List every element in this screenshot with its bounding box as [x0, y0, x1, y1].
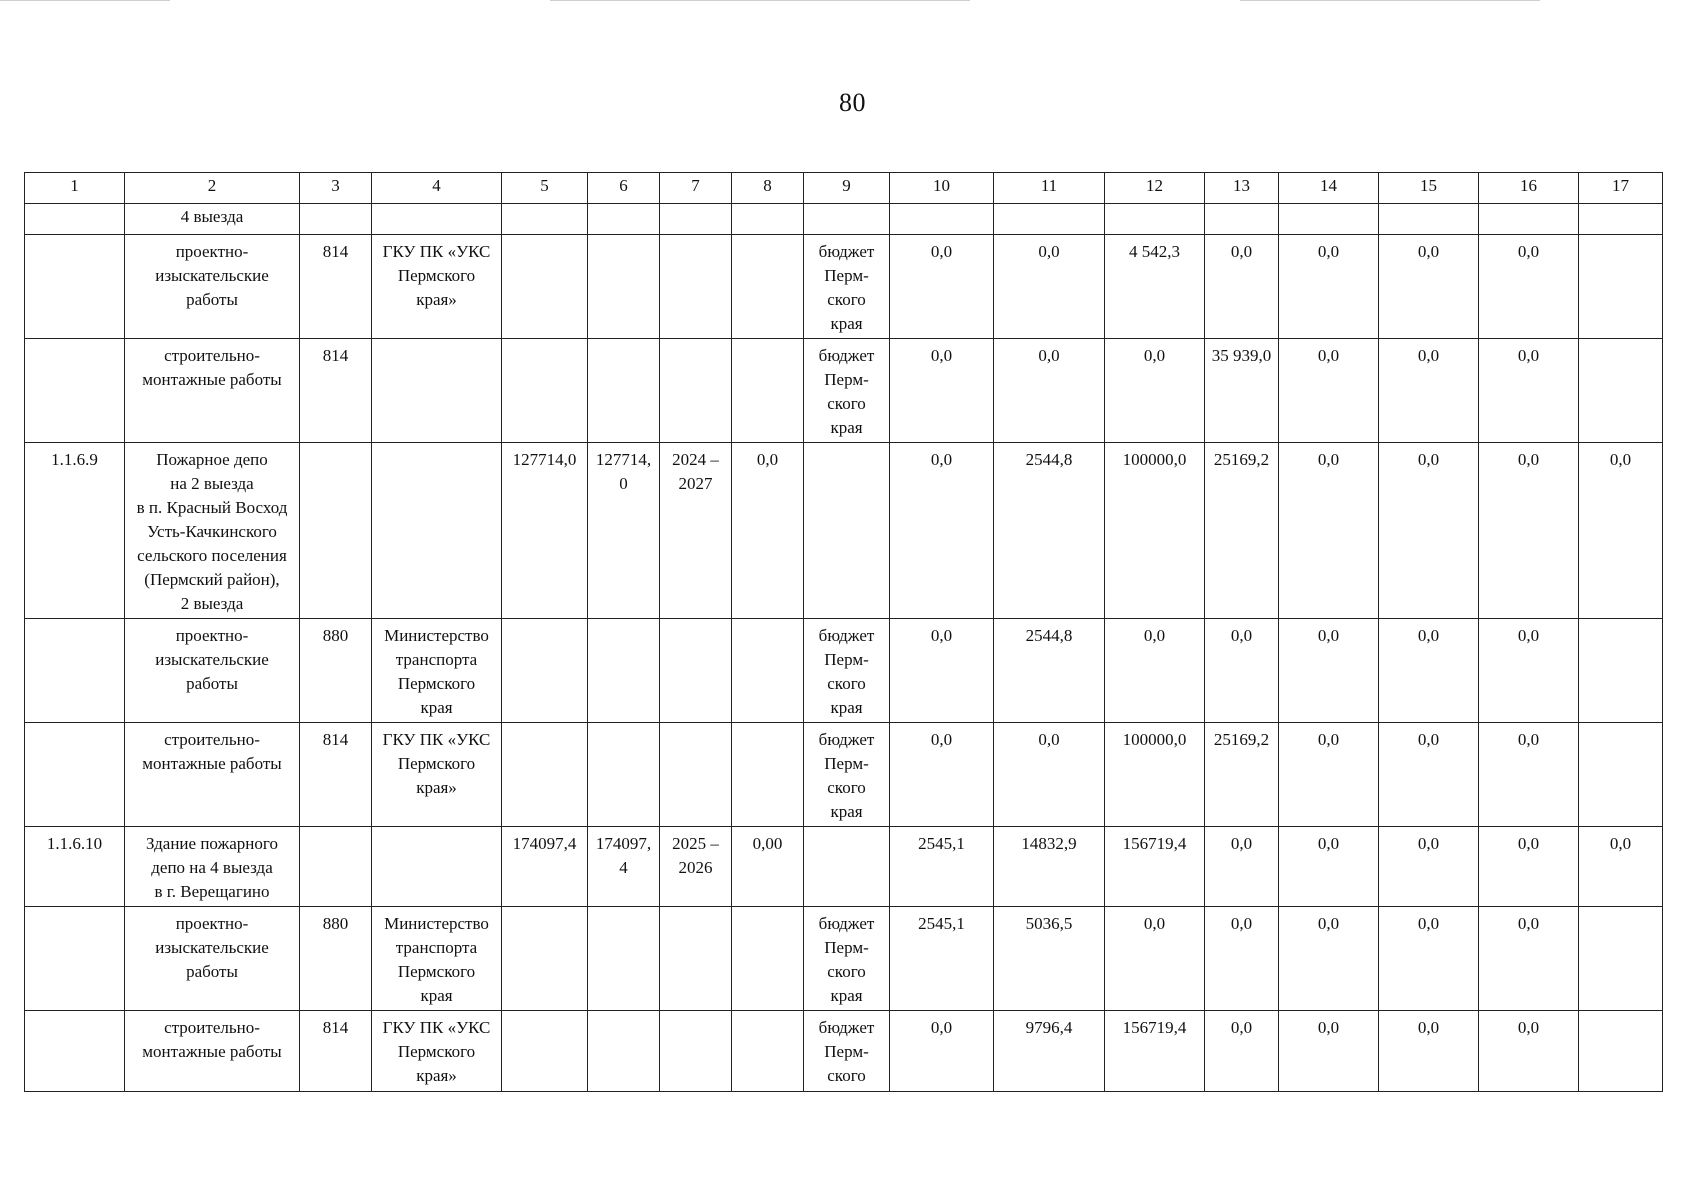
column-header: 5	[502, 173, 588, 204]
table-cell: 0,0	[1579, 443, 1663, 619]
table-cell: 4 542,3	[1105, 235, 1205, 339]
table-cell	[804, 827, 890, 907]
table-cell: 0,0	[1205, 235, 1279, 339]
table-cell: 1.1.6.9	[25, 443, 125, 619]
table-cell: 0,0	[1379, 339, 1479, 443]
table-cell: 0,0	[1479, 443, 1579, 619]
table-cell: 0,0	[1479, 339, 1579, 443]
table-cell: 880	[300, 907, 372, 1011]
table-cell: 0,0	[1205, 907, 1279, 1011]
table-cell: 14832,9	[994, 827, 1105, 907]
table-cell: 100000,0	[1105, 443, 1205, 619]
table-cell: 0,0	[1379, 235, 1479, 339]
table-cell	[588, 907, 660, 1011]
table-cell: 0,0	[1105, 907, 1205, 1011]
table-row	[25, 723, 1663, 827]
table-cell: 814	[300, 723, 372, 827]
table-cell: 5036,5	[994, 907, 1105, 1011]
table-cell: 0,0	[1205, 619, 1279, 723]
table-cell: 0,0	[994, 339, 1105, 443]
table-row	[25, 907, 1663, 1011]
table-cell	[804, 204, 890, 235]
table-cell: 0,0	[1379, 1011, 1479, 1092]
table-cell: 1.1.6.10	[25, 827, 125, 907]
table-cell: 4 выезда	[125, 204, 300, 235]
table-cell	[1379, 204, 1479, 235]
table-cell: ГКУ ПК «УКС Пермского края»	[372, 235, 502, 339]
table-cell: 156719,4	[1105, 1011, 1205, 1092]
table-cell: 0,0	[1479, 235, 1579, 339]
table-row	[25, 443, 1663, 619]
table-cell	[1279, 204, 1379, 235]
table-cell	[732, 723, 804, 827]
table-cell: 127714,0	[502, 443, 588, 619]
table-cell: бюджет Перм- ского края	[804, 907, 890, 1011]
table-cell	[588, 204, 660, 235]
table-cell: бюджет Перм- ского края	[804, 619, 890, 723]
table-cell	[502, 235, 588, 339]
column-header: 1	[25, 173, 125, 204]
table-cell	[890, 204, 994, 235]
table-cell	[660, 907, 732, 1011]
page-number: 80	[839, 88, 866, 117]
column-header: 3	[300, 173, 372, 204]
table-cell	[1579, 723, 1663, 827]
table-cell	[1579, 619, 1663, 723]
table-cell: 9796,4	[994, 1011, 1105, 1092]
table-row	[25, 204, 1663, 235]
table-cell	[502, 1011, 588, 1092]
table-cell: проектно- изыскательские работы	[125, 235, 300, 339]
table-cell	[1579, 235, 1663, 339]
table-cell: Министерство транспорта Пермского края	[372, 619, 502, 723]
table-cell: 0,0	[890, 619, 994, 723]
table-cell	[372, 204, 502, 235]
column-header: 4	[372, 173, 502, 204]
table-cell: 0,0	[1279, 723, 1379, 827]
table-cell: 0,0	[1205, 827, 1279, 907]
table-cell: 174097,4	[502, 827, 588, 907]
column-header: 15	[1379, 173, 1479, 204]
table-cell: проектно- изыскательские работы	[125, 907, 300, 1011]
column-header: 11	[994, 173, 1105, 204]
table-cell	[994, 204, 1105, 235]
table-cell: 0,0	[890, 723, 994, 827]
table-cell	[1205, 204, 1279, 235]
table-cell: бюджет Перм- ского края	[804, 723, 890, 827]
table-cell: 2545,1	[890, 907, 994, 1011]
table-cell	[502, 204, 588, 235]
table-cell	[732, 619, 804, 723]
table-cell: 2545,1	[890, 827, 994, 907]
table-cell: 0,0	[1279, 1011, 1379, 1092]
table-cell: 0,0	[1205, 1011, 1279, 1092]
column-header: 10	[890, 173, 994, 204]
table-cell: ГКУ ПК «УКС Пермского края»	[372, 723, 502, 827]
table-cell	[732, 339, 804, 443]
table-cell: 0,0	[1479, 827, 1579, 907]
table-cell: 0,0	[1279, 339, 1379, 443]
table-cell: 814	[300, 235, 372, 339]
table-row	[25, 827, 1663, 907]
budget-table	[24, 172, 1663, 1092]
table-cell	[372, 339, 502, 443]
table-cell: строительно- монтажные работы	[125, 723, 300, 827]
column-header: 16	[1479, 173, 1579, 204]
table-cell	[300, 443, 372, 619]
table-cell: 0,0	[732, 443, 804, 619]
table-cell: 0,0	[1105, 619, 1205, 723]
column-header: 14	[1279, 173, 1379, 204]
table-cell	[588, 339, 660, 443]
scan-edge-line	[1240, 0, 1540, 1]
table-cell	[372, 443, 502, 619]
table-cell: 2544,8	[994, 443, 1105, 619]
table-cell: 814	[300, 339, 372, 443]
column-header: 6	[588, 173, 660, 204]
table-cell: 880	[300, 619, 372, 723]
table-cell: 0,0	[1479, 619, 1579, 723]
table-cell	[732, 907, 804, 1011]
table-cell	[660, 723, 732, 827]
column-header: 17	[1579, 173, 1663, 204]
table-cell	[25, 204, 125, 235]
column-header: 9	[804, 173, 890, 204]
table-cell: 0,0	[1279, 619, 1379, 723]
table-cell: 0,0	[890, 1011, 994, 1092]
table-cell: 814	[300, 1011, 372, 1092]
column-header: 2	[125, 173, 300, 204]
budget-table-container	[24, 172, 1662, 1092]
table-cell	[25, 339, 125, 443]
table-cell	[660, 235, 732, 339]
table-cell	[1479, 204, 1579, 235]
table-cell: 0,0	[1105, 339, 1205, 443]
scan-edge-line	[550, 0, 970, 1]
table-cell: 0,0	[1279, 443, 1379, 619]
table-cell: 0,0	[1479, 1011, 1579, 1092]
column-header: 8	[732, 173, 804, 204]
table-cell: 0,0	[890, 443, 994, 619]
table-cell	[25, 723, 125, 827]
table-cell	[1579, 339, 1663, 443]
table-cell: 127714, 0	[588, 443, 660, 619]
table-cell	[1579, 1011, 1663, 1092]
table-cell: 0,0	[1279, 827, 1379, 907]
table-cell: 0,0	[1479, 723, 1579, 827]
table-cell	[588, 723, 660, 827]
table-cell: проектно- изыскательские работы	[125, 619, 300, 723]
table-cell: Министерство транспорта Пермского края	[372, 907, 502, 1011]
table-cell	[300, 204, 372, 235]
table-cell: 0,0	[1479, 907, 1579, 1011]
table-cell: строительно- монтажные работы	[125, 339, 300, 443]
table-cell: бюджет Перм- ского края	[804, 235, 890, 339]
table-cell: 174097, 4	[588, 827, 660, 907]
table-cell: бюджет Перм- ского края	[804, 339, 890, 443]
table-cell: 2544,8	[994, 619, 1105, 723]
table-cell: 2024 – 2027	[660, 443, 732, 619]
table-cell: 156719,4	[1105, 827, 1205, 907]
table-cell	[502, 339, 588, 443]
table-cell	[732, 1011, 804, 1092]
table-cell	[588, 619, 660, 723]
table-cell: 100000,0	[1105, 723, 1205, 827]
table-cell	[660, 339, 732, 443]
table-cell	[502, 723, 588, 827]
table-cell: 0,0	[1379, 443, 1479, 619]
table-row	[25, 619, 1663, 723]
table-cell	[732, 235, 804, 339]
table-cell	[502, 907, 588, 1011]
scan-edge-line	[0, 0, 170, 1]
table-cell: 0,0	[1279, 907, 1379, 1011]
table-cell	[660, 1011, 732, 1092]
table-cell	[660, 204, 732, 235]
column-header: 7	[660, 173, 732, 204]
table-cell	[588, 235, 660, 339]
table-row	[25, 339, 1663, 443]
table-cell: 0,0	[1379, 907, 1479, 1011]
table-cell	[732, 204, 804, 235]
column-header: 12	[1105, 173, 1205, 204]
table-cell	[804, 443, 890, 619]
table-cell: 0,0	[1379, 723, 1479, 827]
table-cell	[25, 1011, 125, 1092]
table-cell	[660, 619, 732, 723]
table-cell	[25, 235, 125, 339]
table-cell: Пожарное депо на 2 выезда в п. Красный Восход Усть-Качкинского сельского поселения (Пермский район), 2 выезда	[125, 443, 300, 619]
table-cell: Здание пожарного депо на 4 выезда в г. Верещагино	[125, 827, 300, 907]
table-cell	[372, 827, 502, 907]
table-cell: 25169,2	[1205, 723, 1279, 827]
table-cell: 2025 – 2026	[660, 827, 732, 907]
table-cell: 0,0	[890, 235, 994, 339]
table-cell	[300, 827, 372, 907]
table-body	[25, 173, 1663, 1092]
table-cell: 0,0	[1379, 827, 1479, 907]
table-cell	[25, 619, 125, 723]
table-cell: ГКУ ПК «УКС Пермского края»	[372, 1011, 502, 1092]
table-cell: 0,00	[732, 827, 804, 907]
table-cell: 35 939,0	[1205, 339, 1279, 443]
table-row	[25, 1011, 1663, 1092]
column-header: 13	[1205, 173, 1279, 204]
table-cell	[588, 1011, 660, 1092]
table-cell	[1105, 204, 1205, 235]
table-cell: строительно- монтажные работы	[125, 1011, 300, 1092]
table-cell	[1579, 204, 1663, 235]
table-cell	[1579, 907, 1663, 1011]
table-cell: бюджет Перм- ского	[804, 1011, 890, 1092]
table-row	[25, 235, 1663, 339]
column-number-row	[25, 173, 1663, 204]
table-cell: 25169,2	[1205, 443, 1279, 619]
table-cell: 0,0	[1279, 235, 1379, 339]
table-cell	[502, 619, 588, 723]
table-cell	[25, 907, 125, 1011]
table-cell: 0,0	[994, 235, 1105, 339]
table-cell: 0,0	[890, 339, 994, 443]
table-cell: 0,0	[1579, 827, 1663, 907]
table-cell: 0,0	[994, 723, 1105, 827]
table-cell: 0,0	[1379, 619, 1479, 723]
